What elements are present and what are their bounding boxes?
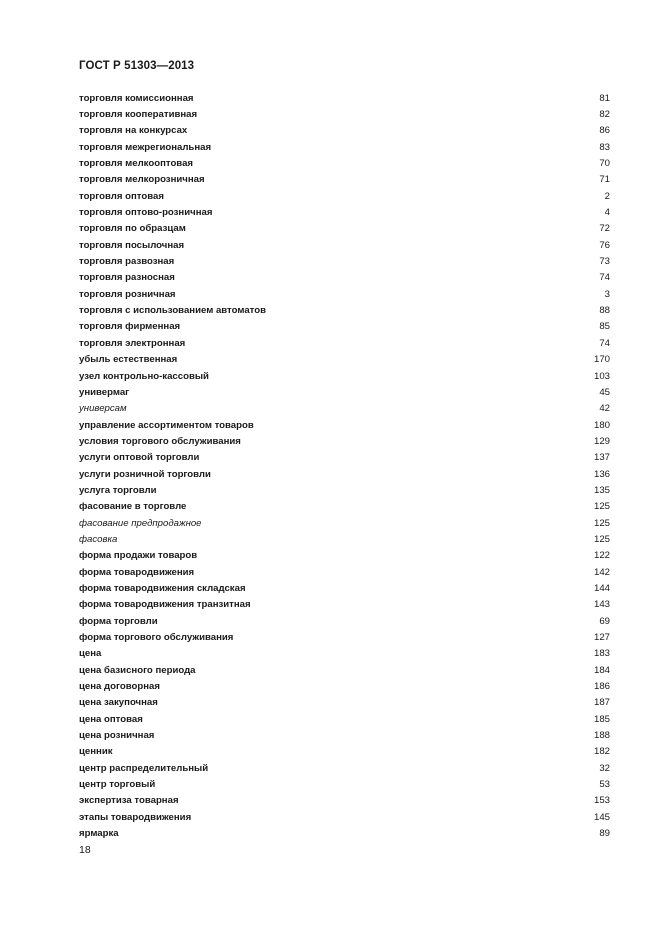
index-page-ref: 125 [593,501,610,513]
index-entry [79,155,610,171]
index-page-ref: 83 [599,141,610,153]
index-entry [79,335,610,351]
index-entry [79,188,610,204]
index-page-ref: 69 [599,615,610,627]
index-entry [79,695,610,711]
index-entry [79,368,610,384]
index-entry [79,90,610,106]
index-term: форма торговли [79,615,158,627]
index-term: фасование в торговле [79,501,187,513]
index-entry [79,106,610,122]
index-page-ref: 143 [593,599,610,611]
index-page-ref: 125 [593,517,610,529]
index-page-ref: 185 [593,713,610,725]
index-entry [79,825,610,841]
index-entry [79,727,610,743]
index-page-ref: 103 [593,370,610,382]
index-term: фасовка [79,533,118,545]
index-page-ref: 135 [593,484,610,496]
index-page-ref: 70 [599,158,610,170]
index-term: цена договорная [79,681,160,693]
index-term: форма продажи товаров [79,550,198,562]
index-page-ref: 71 [599,174,610,186]
index-page-ref: 136 [593,468,610,480]
index-entry [79,776,610,792]
index-page-ref: 122 [593,550,610,562]
index-term: узел контрольно-кассовый [79,370,209,382]
index-term: ценник [79,746,113,758]
index-entry [79,237,610,253]
index-term: убыль естественная [79,354,178,366]
index-entry [79,384,610,400]
index-entry [79,564,610,580]
index-entry [79,253,610,269]
index-entry [79,678,610,694]
index-term: торговля мелкорозничная [79,174,205,186]
index-term: центр торговый [79,779,156,791]
index-page-ref: 72 [599,223,610,235]
index-term: торговля оптовая [79,190,164,202]
index-page-ref: 45 [599,386,610,398]
index-page-ref: 129 [593,435,610,447]
index-page-ref: 74 [599,272,610,284]
index-page-ref: 81 [599,92,610,104]
index-term: этапы товародвижения [79,811,192,823]
index-term: торговля по образцам [79,223,186,235]
index-term: торговля разносная [79,272,175,284]
document-header: ГОСТ Р 51303—2013 [79,60,195,72]
index-page-ref: 180 [593,419,610,431]
index-entry [79,629,610,645]
index-page-ref: 88 [599,305,610,317]
index-entry [79,548,610,564]
index-page-ref: 86 [599,125,610,137]
index-entry [79,450,610,466]
index-page-ref: 4 [604,207,610,219]
index-page-ref: 145 [593,811,610,823]
index-entry [79,760,610,776]
index-entry [79,401,610,417]
index-page-ref: 142 [593,566,610,578]
index-entry [79,204,610,220]
index-entry [79,172,610,188]
index-entry [79,319,610,335]
index-page-ref: 153 [593,795,610,807]
index-term: управление ассортиментом товаров [79,419,254,431]
index-term: форма торгового обслуживания [79,632,234,644]
index-page-ref: 3 [604,288,610,300]
index-page-ref: 182 [593,746,610,758]
index-entry [79,286,610,302]
index-term: торговля кооперативная [79,109,198,121]
index-term: универсам [79,403,127,415]
index-term: торговля электронная [79,337,186,349]
index-page-ref: 170 [593,354,610,366]
index-entry [79,580,610,596]
index-term: торговля межрегиональная [79,141,212,153]
index-entry [79,744,610,760]
index-term: форма товародвижения [79,566,195,578]
index-page-ref: 42 [599,403,610,415]
index-page-ref: 32 [599,762,610,774]
index-page-ref: 127 [593,632,610,644]
index-entry [79,417,610,433]
index-term: услуги розничной торговли [79,468,211,480]
index-term: универмаг [79,386,130,398]
index-entry [79,809,610,825]
index-page-ref: 73 [599,256,610,268]
index-term: торговля на конкурсах [79,125,188,137]
index-entry [79,646,610,662]
index-page-ref: 187 [593,697,610,709]
index-page-ref: 74 [599,337,610,349]
index-page-ref: 188 [593,730,610,742]
index-entry [79,466,610,482]
index-entry [79,270,610,286]
index-term: торговля посылочная [79,239,185,251]
index-page-ref: 137 [593,452,610,464]
index-term: торговля розничная [79,288,176,300]
index-entry [79,531,610,547]
index-page-ref: 53 [599,779,610,791]
index-entry [79,662,610,678]
index-term: ярмарка [79,828,119,840]
page-number: 18 [79,844,91,856]
index-page-ref: 125 [593,533,610,545]
index-page-ref: 89 [599,828,610,840]
index-entry [79,123,610,139]
index-page-ref: 2 [604,190,610,202]
index-entry [79,352,610,368]
index-term: форма товародвижения складская [79,582,246,594]
index-page-ref: 184 [593,664,610,676]
index-entry [79,515,610,531]
index-entry [79,139,610,155]
index-term: услуги оптовой торговли [79,452,200,464]
index-page-ref: 144 [593,582,610,594]
index-term: цена розничная [79,730,155,742]
index-term: услуга торговли [79,484,157,496]
index-page-ref: 183 [593,648,610,660]
index-entry [79,597,610,613]
index-entry [79,221,610,237]
index-entry [79,711,610,727]
index-entry [79,302,610,318]
index-term: торговля мелкооптовая [79,158,194,170]
index-entry [79,499,610,515]
index-entry [79,433,610,449]
index-page-ref: 76 [599,239,610,251]
index-term: торговля оптово-розничная [79,207,213,219]
index-term: центр распределительный [79,762,209,774]
index-entry [79,613,610,629]
alphabetical-index [79,90,610,842]
index-term: торговля фирменная [79,321,181,333]
index-term: условия торгового обслуживания [79,435,241,447]
index-term: экспертиза товарная [79,795,179,807]
index-page-ref: 85 [599,321,610,333]
index-page-ref: 186 [593,681,610,693]
index-term: торговля развозная [79,256,175,268]
index-term: цена базисного периода [79,664,196,676]
index-entry [79,793,610,809]
index-page-ref: 82 [599,109,610,121]
index-term: фасование предпродажное [79,517,202,529]
index-term: цена оптовая [79,713,143,725]
index-term: торговля комиссионная [79,92,194,104]
index-term: торговля с использованием автоматов [79,305,267,317]
index-term: форма товародвижения транзитная [79,599,251,611]
index-term: цена закупочная [79,697,158,709]
index-term: цена [79,648,102,660]
index-entry [79,482,610,498]
